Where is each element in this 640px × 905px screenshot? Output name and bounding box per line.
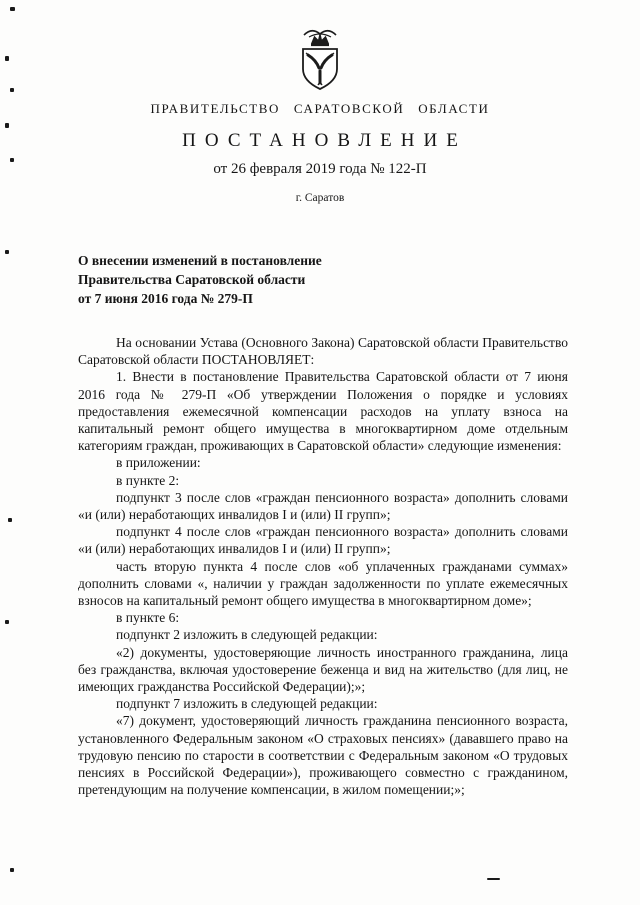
coat-of-arms-icon bbox=[290, 26, 350, 92]
paragraph: подпункт 3 после слов «граждан пенсионного возраста» дополнить словами «и (или) неработающих инвалидов I и (или) II групп»; bbox=[78, 489, 568, 523]
document-header bbox=[0, 26, 640, 204]
document-type: ПОСТАНОВЛЕНИЕ bbox=[182, 130, 467, 151]
paragraph: в пункте 2: bbox=[116, 472, 180, 488]
scan-artifact bbox=[8, 518, 12, 522]
paragraph: «7) документ, удостоверяющий личность гражданина пенсионного возраста, установленного Федеральным законом «О страховых пенсиях» (дававшего право на трудовую пенсию по старости в соответствии с Федеральным законом «О трудовых пенсиях в Российской Федерации»), проживающего совместно с гражданином, претендующим на получение компенсации, в жилом помещении;»; bbox=[78, 713, 568, 798]
scan-artifact bbox=[10, 158, 14, 162]
paragraph: подпункт 4 после слов «граждан пенсионного возраста» дополнить словами «и (или) неработающих инвалидов I и (или) II групп»; bbox=[78, 524, 568, 557]
paragraph: подпункт 2 изложить в следующей редакции: bbox=[116, 627, 378, 643]
scan-artifact bbox=[10, 88, 14, 92]
document-body bbox=[78, 334, 568, 798]
paragraph: 1. Внести в постановление Правительства Саратовской области от 7 июня 2016 года № 279-П «Об утверждении Положения о порядке и условиях предоставления ежемесячной компенсации расходов на уплату взноса на капитальный ремонт общего имущества в многоквартирном доме отдельным категориям граждан, проживающих в Саратовской области» следующие изменения: bbox=[78, 369, 568, 454]
paragraph: в пункте 6: bbox=[116, 610, 180, 626]
scan-artifact bbox=[5, 250, 9, 254]
paragraph: На основании Устава (Основного Закона) Саратовской области Правительство Саратовской области ПОСТАНОВЛЯЕТ: bbox=[78, 335, 568, 368]
date-and-number: от 26 февраля 2019 года № 122-П bbox=[213, 161, 427, 177]
organization-name: ПРАВИТЕЛЬСТВО САРАТОВСКОЙ ОБЛАСТИ bbox=[150, 101, 490, 116]
document-title-line: О внесении изменений в постановление bbox=[78, 253, 322, 268]
scan-artifact bbox=[5, 620, 9, 624]
document-title-line: от 7 июня 2016 года № 279-П bbox=[78, 291, 253, 306]
city-name: г. Саратов bbox=[295, 192, 345, 204]
scan-artifact bbox=[5, 56, 9, 61]
paragraph: подпункт 7 изложить в следующей редакции: bbox=[116, 696, 378, 712]
scan-artifact bbox=[10, 7, 15, 11]
paragraph: в приложении: bbox=[116, 455, 201, 471]
paragraph: часть вторую пункта 4 после слов «об уплаченных гражданами суммах» дополнить словами «, наличии у граждан задолженности по уплате ежемесячных взносов на капитальный ремонт общего имущества в многоквартирном доме»; bbox=[78, 558, 568, 609]
scan-artifact bbox=[487, 878, 500, 880]
paragraph: «2) документы, удостоверяющие личность иностранного гражданина, лица без гражданства, включая удостоверение беженца и вид на жительство (для лиц, не имеющих гражданства Российской Федерации);»; bbox=[78, 644, 568, 695]
document-title-line: Правительства Саратовской области bbox=[78, 272, 306, 287]
scan-artifact bbox=[5, 123, 9, 128]
scan-artifact bbox=[10, 868, 14, 872]
document-title bbox=[78, 251, 566, 308]
